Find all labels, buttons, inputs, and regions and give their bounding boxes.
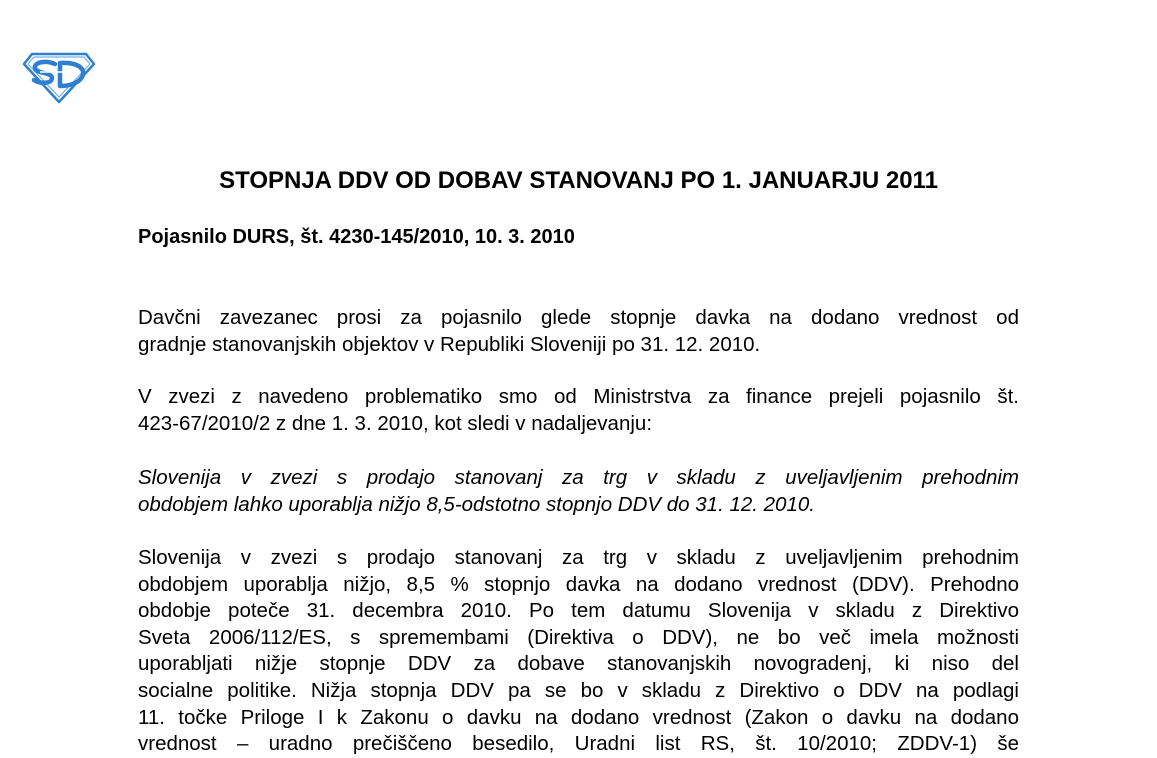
paragraph-line: 423-67/2010/2 z dne 1. 3. 2010, kot sledi v nadaljevanju: [138,411,653,435]
paragraph-line: obdobjem uporablja nižjo, 8,5 % stopnjo davka na dodano vrednost (DDV). Prehodno [138,572,1019,596]
document-subtitle: Pojasnilo DURS, št. 4230-145/2010, 10. 3. 2010 [138,226,575,248]
paragraph-1 [138,305,1019,358]
paragraph-4 [138,545,1019,758]
paragraph-line: 11. točke Priloge I k Zakonu o davku na dodano vrednost (Zakon o davku na dodano [138,705,1019,729]
paragraph-line: Sveta 2006/112/ES, s spremembami (Direktiva o DDV), ne bo več imela možnosti [138,625,1019,649]
paragraph-line: obdobjem lahko uporablja nižjo 8,5-odstotno stopnjo DDV do 31. 12. 2010. [138,492,815,516]
paragraph-line: socialne politike. Nižja stopnja DDV pa se bo v skladu z Direktivo o DDV na podlagi [138,678,1019,702]
paragraph-3-quote [138,465,1019,518]
document-title: STOPNJA DDV OD DOBAV STANOVANJ PO 1. JANUARJU 2011 [219,167,938,194]
paragraph-line: Slovenija v zvezi s prodajo stanovanj za trg v skladu z uveljavljenim prehodnim [138,546,1019,569]
paragraph-line: gradnje stanovanjskih objektov v Republiki Sloveniji po 31. 12. 2010. [138,332,761,356]
sd-logo-icon [22,50,96,104]
paragraph-line: Slovenija v zvezi s prodajo stanovanj za trg v skladu z uveljavljenim prehodnim [138,466,1019,489]
paragraph-line: uporabljati nižje stopnje DDV za dobave stanovanjskih novogradenj, ki niso del [138,652,1019,676]
paragraph-line: obdobje poteče 31. decembra 2010. Po tem datumu Slovenija v skladu z Direktivo [138,599,1019,623]
paragraph-2 [138,384,1019,437]
paragraph-line: V zvezi z navedeno problematiko smo od Ministrstva za finance prejeli pojasnilo št. [138,385,1019,408]
paragraph-line: vrednost – uradno prečiščeno besedilo, Uradni list RS, št. 10/2010; ZDDV-1) še [138,732,1019,756]
paragraph-line: Davčni zavezanec prosi za pojasnilo glede stopnje davka na dodano vrednost od [138,306,1019,329]
